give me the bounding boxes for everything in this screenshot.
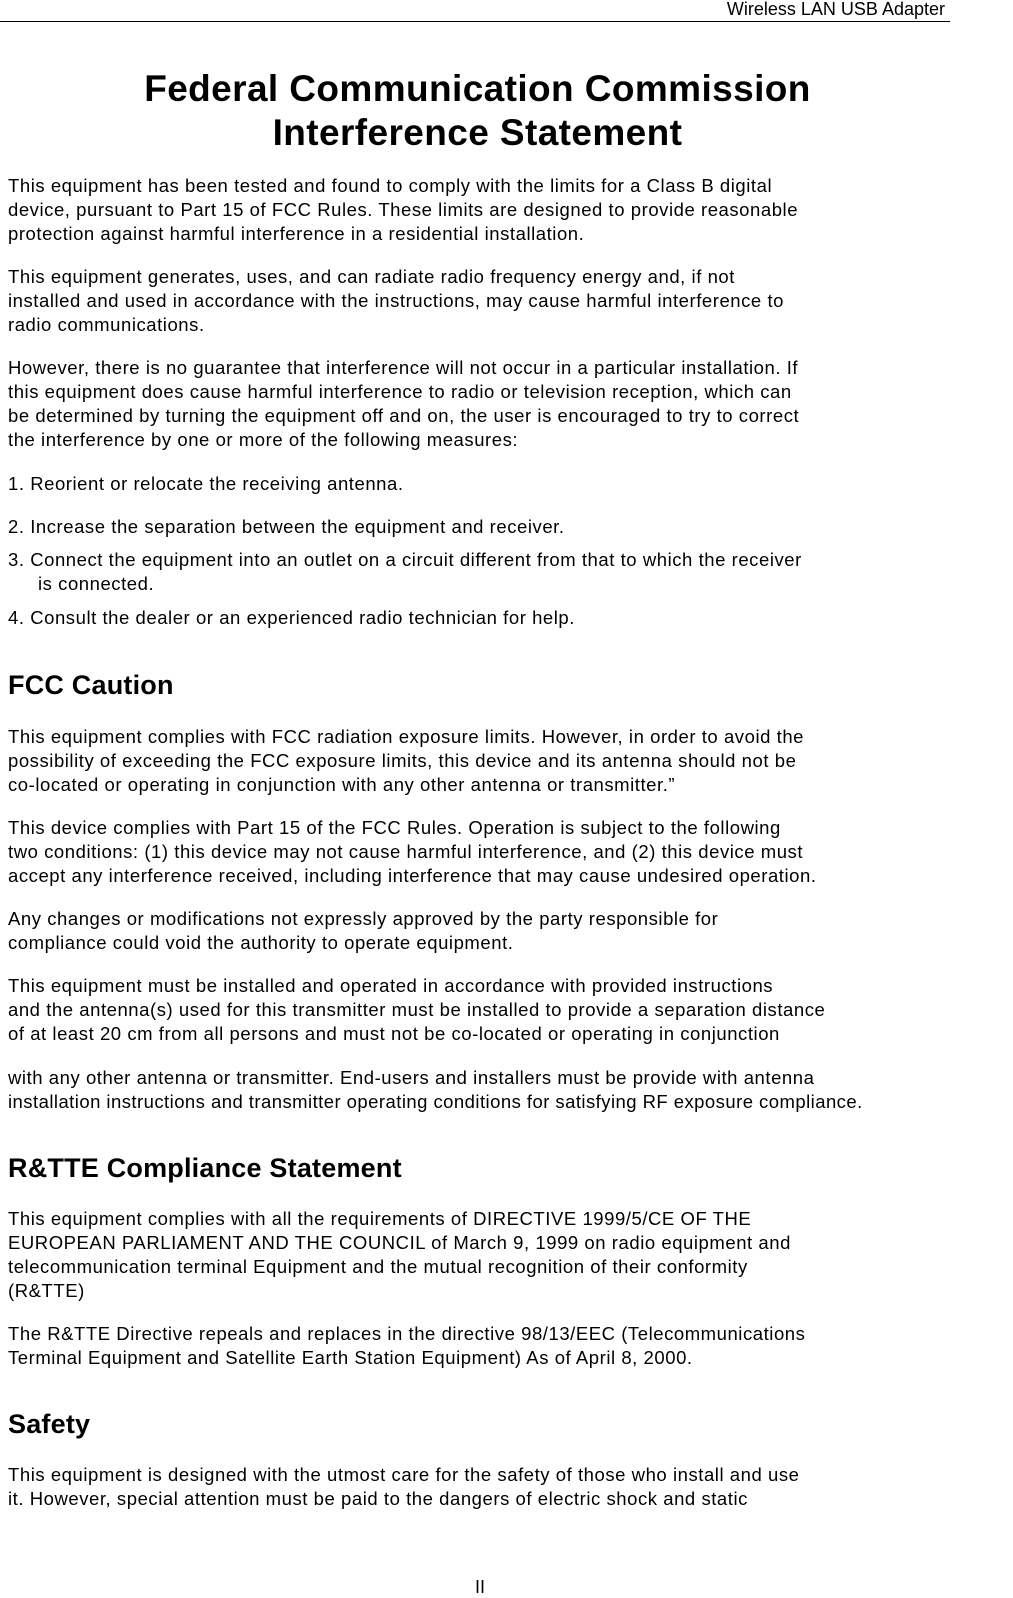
paragraph-line: accept any interference received, including interference that may cause undesired operation. [8, 865, 817, 886]
page-title-line-1: Federal Communication Commission [144, 68, 811, 109]
paragraph-line: This equipment generates, uses, and can radiate radio frequency energy and, if not [8, 266, 735, 287]
paragraph-line: This equipment has been tested and found to comply with the limits for a Class B digital [8, 175, 773, 196]
header-rule [0, 21, 950, 22]
paragraph-line: the interference by one or more of the following measures: [8, 429, 519, 450]
paragraph-line: radio communications. [8, 314, 205, 335]
paragraph-line: protection against harmful interference in a residential installation. [8, 223, 585, 244]
paragraph-line: Terminal Equipment and Satellite Earth Station Equipment) As of April 8, 2000. [8, 1347, 693, 1368]
paragraph-line: installation instructions and transmitter operating conditions for satisfying RF exposure compliance. [8, 1091, 863, 1112]
paragraph-line: This equipment is designed with the utmost care for the safety of those who install and use [8, 1464, 800, 1485]
paragraph-line: this equipment does cause harmful interference to radio or television reception, which can [8, 381, 792, 402]
paragraph-line: (R&TTE) [8, 1280, 85, 1301]
paragraph-line: installed and used in accordance with the instructions, may cause harmful interference to [8, 290, 784, 311]
paragraph-line: device, pursuant to Part 15 of FCC Rules. These limits are designed to provide reasonable [8, 199, 799, 220]
paragraph-line: This equipment must be installed and operated in accordance with provided instructions [8, 975, 774, 996]
paragraph-line: This equipment complies with FCC radiation exposure limits. However, in order to avoid the [8, 726, 804, 747]
paragraph-line: EUROPEAN PARLIAMENT AND THE COUNCIL of March 9, 1999 on radio equipment and [8, 1232, 791, 1253]
paragraph-line: However, there is no guarantee that interference will not occur in a particular installation. If [8, 357, 799, 378]
page-number: II [475, 1577, 486, 1597]
paragraph-line: Any changes or modifications not expressly approved by the party responsible for [8, 908, 719, 929]
paragraph-line: telecommunication terminal Equipment and the mutual recognition of their conformity [8, 1256, 748, 1277]
section-heading-safety: Safety [8, 1409, 91, 1439]
measure-item-3: 3. Connect the equipment into an outlet on a circuit different from that to which the receiver [8, 549, 802, 570]
paragraph-line: possibility of exceeding the FCC exposure limits, this device and its antenna should not be [8, 750, 797, 771]
paragraph-line: co-located or operating in conjunction with any other antenna or transmitter.” [8, 774, 676, 795]
paragraph-line: compliance could void the authority to operate equipment. [8, 932, 514, 953]
page-title-line-2: Interference Statement [272, 112, 683, 153]
paragraph-line: be determined by turning the equipment off and on, the user is encouraged to try to correct [8, 405, 800, 426]
paragraph-line: with any other antenna or transmitter. End-users and installers must be provide with antenna [8, 1067, 815, 1088]
paragraph-line: it. However, special attention must be paid to the dangers of electric shock and static [8, 1488, 748, 1509]
section-heading-rtte: R&TTE Compliance Statement [8, 1153, 402, 1183]
section-heading-fcc-caution: FCC Caution [8, 670, 174, 700]
measure-item-2: 2. Increase the separation between the equipment and receiver. [8, 516, 565, 537]
paragraph-line: two conditions: (1) this device may not cause harmful interference, and (2) this device must [8, 841, 804, 862]
measure-item-1: 1. Reorient or relocate the receiving antenna. [8, 473, 404, 494]
paragraph-line: This device complies with Part 15 of the FCC Rules. Operation is subject to the following [8, 817, 781, 838]
paragraph-line: and the antenna(s) used for this transmitter must be installed to provide a separation distance [8, 999, 826, 1020]
paragraph-line: of at least 20 cm from all persons and must not be co-located or operating in conjunction [8, 1023, 780, 1044]
running-header-title: Wireless LAN USB Adapter [726, 0, 945, 19]
measure-item-4: 4. Consult the dealer or an experienced radio technician for help. [8, 607, 575, 628]
paragraph-line: The R&TTE Directive repeals and replaces in the directive 98/13/EEC (Telecommunications [8, 1323, 806, 1344]
paragraph-line: This equipment complies with all the requirements of DIRECTIVE 1999/5/CE OF THE [8, 1208, 752, 1229]
measure-item-3-continuation: is connected. [38, 573, 155, 594]
